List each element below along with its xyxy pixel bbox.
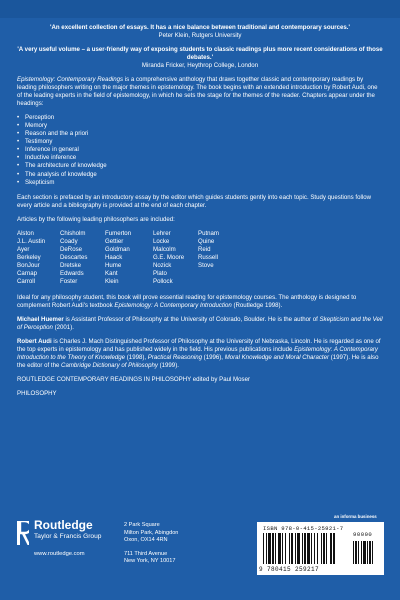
barcode-bar — [330, 533, 332, 564]
intro-text: is a comprehensive anthology that draws together classic and contemporary readings by leading philosophers writing on the major themes in epistemology. The book begins with an extended introduction by Robert Audi, one of the leading experts in the field of epistemology, in which he sets the stage for the themes of the reader. Chapters appear under the headings: — [17, 76, 378, 108]
list-item: Dretske — [60, 261, 81, 269]
informa-tagline: an informa business — [334, 514, 377, 519]
list-item: Gettier — [105, 237, 124, 245]
list-item: Malcolm — [153, 245, 176, 253]
book-title: Epistemology: A Contemporary Introduction to the Theory of Knowledge — [17, 346, 378, 362]
barcode-bar — [295, 533, 296, 564]
barcode-bar — [272, 533, 274, 564]
editor-bio-audi — [17, 338, 383, 370]
quote-text: 'A very useful volume – a user-friendly way of exposing students to classic readings plus more recent considerations of those debates.' — [17, 46, 383, 62]
list-item: Carroll — [17, 277, 35, 285]
barcode-bar — [291, 533, 293, 564]
bio-tail: (1999). — [157, 362, 179, 370]
list-item: Coady — [60, 237, 78, 245]
bio-tail: (2001). — [52, 323, 74, 331]
list-item: Carnap — [17, 269, 37, 277]
list-item: • Reason and the a priori — [17, 130, 383, 138]
list-item: Descartes — [60, 253, 88, 261]
list-item: Fumerton — [105, 229, 132, 237]
list-item: Goldman — [105, 245, 130, 253]
list-item: G.E. Moore — [153, 253, 185, 261]
list-item: • Inference in general — [17, 146, 383, 154]
book-title: Practical Reasoning — [147, 354, 202, 362]
address-line: 711 Third Avenue — [124, 550, 168, 557]
series-line: ROUTLEDGE CONTEMPORARY READINGS IN PHILOSOPHY edited by Paul Moser — [17, 376, 250, 384]
list-item: Edwards — [60, 269, 84, 277]
review-quote-1 — [17, 24, 383, 40]
barcode-bar — [285, 533, 286, 564]
list-item: • Inductive inference — [17, 154, 383, 162]
philosophers-grid — [17, 230, 383, 286]
intro-paragraph — [17, 76, 383, 108]
philosopher-column — [17, 230, 60, 286]
barcode-icon — [263, 533, 379, 565]
bio-text: (1997). He is also the editor of the — [17, 354, 379, 370]
list-item: Quine — [198, 237, 215, 245]
barcode-bar — [361, 541, 362, 564]
address-line: Oxon, OX14 4RN — [124, 537, 168, 544]
barcode-bar — [302, 533, 303, 564]
barcode-bar — [321, 533, 322, 564]
category-label: PHILOSOPHY — [17, 390, 57, 398]
barcode-bar — [317, 533, 318, 564]
bio-text: (1996), — [201, 354, 225, 362]
top-strip — [0, 0, 400, 18]
barcode-bar — [263, 533, 264, 564]
isbn-barcode — [257, 522, 384, 575]
list-item: Plato — [153, 269, 167, 277]
list-item: Stove — [198, 261, 214, 269]
barcode-bar — [311, 533, 312, 564]
book-title: Moral Knowledge and Moral Character — [224, 354, 330, 362]
address-line: Milton Park, Abingdon — [124, 529, 179, 536]
list-item: Pollock — [153, 277, 173, 285]
quote-attribution: Peter Klein, Rutgers University — [158, 32, 242, 40]
list-item: Locke — [153, 237, 170, 245]
barcode-bar — [358, 541, 359, 564]
book-title: Epistemology: Contemporary Readings — [17, 76, 124, 84]
barcode-bar — [355, 541, 357, 564]
list-item: • Memory — [17, 122, 383, 130]
publisher-logo — [34, 519, 101, 542]
list-item: • The analysis of knowledge — [17, 171, 383, 179]
routledge-logo-icon — [17, 521, 29, 545]
barcode-bar — [304, 533, 306, 564]
list-item: • Testimony — [17, 138, 383, 146]
philosopher-column — [105, 230, 153, 286]
barcode-bar — [297, 533, 300, 564]
barcode-bar — [367, 541, 368, 564]
barcode-bar — [268, 533, 271, 564]
list-item: DeRose — [60, 245, 83, 253]
publisher-address — [124, 522, 178, 566]
philosopher-column — [153, 230, 198, 286]
publisher-brand: Routledge — [34, 518, 93, 532]
list-item: • Skepticism — [17, 179, 383, 187]
barcode-bar — [353, 541, 354, 564]
list-item: Alston — [17, 229, 34, 237]
barcode-bar — [282, 533, 283, 564]
barcode-bar — [372, 541, 373, 564]
editor-bio-huemer — [17, 316, 383, 332]
list-item: Chisholm — [60, 229, 86, 237]
list-item: Hume — [105, 261, 122, 269]
list-item: Russell — [198, 253, 218, 261]
book-title: Skepticism and the Veil of Perception — [17, 315, 383, 331]
philosopher-column — [198, 230, 248, 286]
list-item: Kant — [105, 269, 118, 277]
list-item: Klein — [105, 277, 119, 285]
review-quote-2 — [17, 46, 383, 70]
author-name: Robert Audi — [17, 338, 52, 345]
ideal-paragraph — [17, 294, 383, 310]
list-item: Ayer — [17, 245, 30, 253]
publisher-group: Taylor & Francis Group — [34, 533, 102, 541]
list-item: Haack — [105, 253, 123, 261]
quote-attribution: Miranda Fricker, Heythrop College, London — [141, 62, 259, 70]
list-item: J.L. Austin — [17, 237, 46, 245]
barcode-bar — [278, 533, 281, 564]
philosopher-column — [60, 230, 105, 286]
list-item: • Perception — [17, 114, 383, 122]
back-cover-text — [17, 24, 383, 404]
list-item: Berkeley — [17, 253, 41, 261]
publisher-website: www.routledge.com — [34, 551, 85, 557]
bio-text: is Charles J. Mach Distinguished Professor of Philosophy at the University of Nebraska, Lincoln. He is regarded as one of the top experts in epistemology and has published widely in the field. His previous publications include — [17, 338, 381, 354]
list-item: Lehrer — [153, 229, 171, 237]
book-title: Epistemology: A Contemporary Introduction — [114, 301, 232, 309]
quote-text: 'An excellent collection of essays. It has a nice balance between traditional and contemporary sources.' — [50, 24, 350, 31]
barcode-bar — [307, 533, 310, 564]
address-line: New York, NY 10017 — [124, 558, 176, 565]
barcode-bar — [333, 533, 335, 564]
book-title: Cambridge Dictionary of Philosophy — [61, 362, 158, 370]
barcode-bar — [326, 533, 327, 564]
section-note: Each section is prefaced by an introductory essay by the editor which guides students gently into each topic. Study questions follow every article and a bibliography is provided at the end of each chapter. — [17, 193, 371, 209]
price-code: 90000 — [353, 531, 373, 538]
address-line: 2 Park Square — [124, 522, 160, 528]
ideal-text: Ideal for any philosophy student, this book will prove essential reading for epistemology courses. The anthology is designed to complement Robert Audi's textbook — [17, 293, 357, 309]
isbn-label: ISBN 978-0-415-25921-7 — [263, 525, 344, 532]
barcode-bar — [275, 533, 276, 564]
bio-text: (1998), — [125, 354, 148, 362]
barcode-bar — [266, 533, 267, 564]
list-item: Nozick — [153, 261, 172, 269]
list-item: Foster — [60, 277, 78, 285]
barcode-bar — [369, 541, 371, 564]
list-item: • The architecture of knowledge — [17, 162, 383, 170]
barcode-bar — [314, 533, 315, 564]
list-item: Reid — [198, 245, 211, 253]
articles-intro: Articles by the following leading philosophers are included: — [17, 215, 175, 223]
bio-text: is Assistant Professor of Philosophy at the University of Colorado, Boulder. He is the author of — [63, 315, 320, 323]
barcode-bar — [289, 533, 290, 564]
chapter-headings-list — [17, 114, 383, 186]
ideal-tail: (Routledge 1998). — [231, 301, 283, 309]
list-item: BonJour — [17, 261, 40, 269]
barcode-bar — [323, 533, 325, 564]
barcode-bar — [363, 541, 366, 564]
author-name: Michael Huemer — [17, 315, 64, 323]
isbn-digits: 9 780415 259217 — [259, 566, 320, 573]
list-item: Putnam — [198, 229, 220, 237]
